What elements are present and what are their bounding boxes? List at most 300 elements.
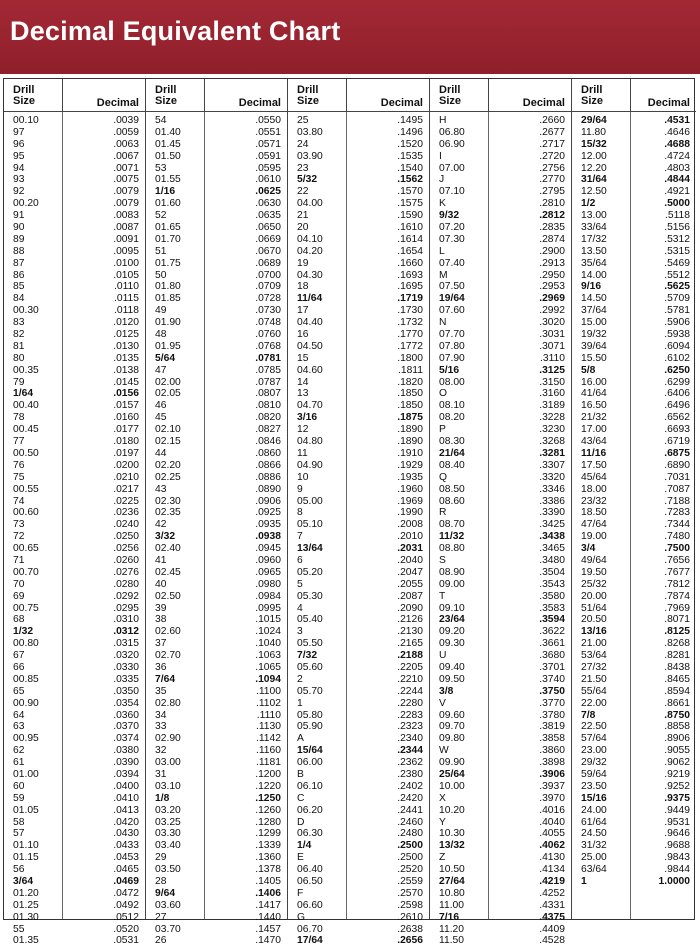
table-row bbox=[288, 852, 429, 864]
decimal-cell: .1417 bbox=[255, 899, 281, 911]
table-row bbox=[146, 127, 287, 139]
drill-size-cell: 95 bbox=[13, 150, 25, 162]
drill-size-cell: 05.00 bbox=[297, 495, 323, 507]
decimal-cell: .0063 bbox=[113, 138, 139, 150]
decimal-cell: .3390 bbox=[539, 507, 565, 519]
decimal-cell: .0531 bbox=[113, 935, 139, 947]
drill-size-cell: 11.80 bbox=[581, 126, 607, 138]
decimal-cell: .6890 bbox=[664, 459, 690, 471]
decimal-cell: .1160 bbox=[255, 745, 281, 757]
table-row bbox=[430, 888, 571, 900]
drill-size-cell: 12.00 bbox=[581, 150, 607, 162]
page-title: Decimal Equivalent Chart bbox=[10, 16, 341, 46]
drill-size-cell: 08.50 bbox=[439, 483, 465, 495]
drill-size-cell: 02.05 bbox=[155, 388, 181, 400]
decimal-cell: .1910 bbox=[397, 447, 423, 459]
drill-size-cell: 48 bbox=[155, 329, 167, 341]
table-row bbox=[572, 662, 696, 674]
table-row bbox=[572, 864, 696, 876]
drill-size-cell: 16 bbox=[297, 329, 309, 341]
drill-size-cell: 00.80 bbox=[13, 638, 39, 650]
table-row bbox=[288, 484, 429, 496]
drill-size-cell: 63 bbox=[13, 721, 25, 733]
table-row bbox=[430, 543, 571, 555]
decimal-cell: .1575 bbox=[397, 198, 423, 210]
table-row bbox=[572, 721, 696, 733]
table-row bbox=[4, 436, 145, 448]
decimal-cell: .7188 bbox=[664, 495, 690, 507]
decimal-cell: .4803 bbox=[664, 162, 690, 174]
drill-size-cell: 40 bbox=[155, 578, 167, 590]
table-row bbox=[4, 603, 145, 615]
table-row bbox=[4, 745, 145, 757]
decimal-cell: .9646 bbox=[664, 828, 690, 840]
table-row bbox=[4, 805, 145, 817]
table-row bbox=[288, 650, 429, 662]
decimal-cell: .3386 bbox=[539, 495, 565, 507]
drill-size-cell: 18.00 bbox=[581, 483, 607, 495]
drill-size-cell: 01.75 bbox=[155, 257, 181, 269]
decimal-cell: .8438 bbox=[664, 661, 690, 673]
table-row bbox=[146, 496, 287, 508]
drill-size-cell: 00.55 bbox=[13, 483, 39, 495]
drill-size-cell: B bbox=[297, 768, 304, 780]
table-row bbox=[572, 757, 696, 769]
table-row bbox=[572, 472, 696, 484]
decimal-cell: .1969 bbox=[397, 495, 423, 507]
drill-size-cell: 93 bbox=[13, 174, 25, 186]
drill-size-cell: 00.65 bbox=[13, 543, 39, 555]
drill-size-cell: 67 bbox=[13, 650, 25, 662]
drill-size-cell: 08.10 bbox=[439, 400, 465, 412]
table-row bbox=[288, 710, 429, 722]
table-row bbox=[288, 626, 429, 638]
table-row bbox=[288, 781, 429, 793]
drill-size-cell: 02.80 bbox=[155, 697, 181, 709]
drill-size-cell: M bbox=[439, 269, 448, 281]
decimal-cell: .1540 bbox=[397, 162, 423, 174]
table-row bbox=[146, 852, 287, 864]
table-row bbox=[4, 258, 145, 270]
table-row bbox=[4, 127, 145, 139]
drill-size-cell: 00.45 bbox=[13, 424, 39, 436]
drill-size-cell: 03.60 bbox=[155, 899, 181, 911]
decimal-cell: .0935 bbox=[255, 519, 281, 531]
decimal-cell: .1693 bbox=[397, 269, 423, 281]
table-row bbox=[4, 840, 145, 852]
table-row bbox=[572, 710, 696, 722]
table-row bbox=[4, 388, 145, 400]
drill-size-cell: 07.80 bbox=[439, 340, 465, 352]
table-row bbox=[430, 769, 571, 781]
table-row bbox=[4, 519, 145, 531]
decimal-cell: .1063 bbox=[255, 650, 281, 662]
decimal-cell: .2900 bbox=[539, 245, 565, 257]
decimal-cell: .0827 bbox=[255, 424, 281, 436]
table-row bbox=[146, 840, 287, 852]
decimal-cell: .0120 bbox=[113, 317, 139, 329]
table-row bbox=[146, 448, 287, 460]
drill-size-header: Drill Size bbox=[439, 84, 462, 107]
table-row bbox=[4, 543, 145, 555]
decimal-cell: .3150 bbox=[539, 376, 565, 388]
table-row bbox=[430, 733, 571, 745]
drill-size-cell: 41 bbox=[155, 554, 167, 566]
table-row bbox=[572, 591, 696, 603]
table-row bbox=[4, 139, 145, 151]
table-row bbox=[4, 246, 145, 258]
decimal-cell: .3504 bbox=[539, 566, 565, 578]
table-row bbox=[430, 686, 571, 698]
decimal-cell: .1719 bbox=[397, 293, 423, 305]
table-row bbox=[572, 805, 696, 817]
decimal-cell: .2656 bbox=[397, 935, 423, 947]
decimal-cell: .3580 bbox=[539, 590, 565, 602]
drill-size-cell: 04.40 bbox=[297, 317, 323, 329]
table-row bbox=[146, 721, 287, 733]
drill-size-cell: 86 bbox=[13, 269, 25, 281]
drill-size-cell: 1/64 bbox=[13, 388, 34, 400]
drill-size-cell: 96 bbox=[13, 138, 25, 150]
decimal-cell: .2244 bbox=[397, 685, 423, 697]
decimal-cell: .0115 bbox=[113, 293, 139, 305]
decimal-cell: .3661 bbox=[539, 638, 565, 650]
table-row bbox=[288, 210, 429, 222]
drill-size-cell: 00.10 bbox=[13, 115, 39, 126]
decimal-cell: .1280 bbox=[255, 816, 281, 828]
table-row bbox=[4, 793, 145, 805]
decimal-cell: .5156 bbox=[664, 222, 690, 234]
decimal-cell: .0810 bbox=[255, 400, 281, 412]
decimal-cell: .2460 bbox=[397, 816, 423, 828]
table-row bbox=[572, 329, 696, 341]
table-row bbox=[4, 900, 145, 912]
drill-size-cell: 1/4 bbox=[297, 840, 312, 852]
drill-size-cell: 05.10 bbox=[297, 519, 323, 531]
drill-size-cell: 31 bbox=[155, 768, 167, 780]
drill-size-cell: 11.00 bbox=[439, 899, 465, 911]
drill-size-cell: 28 bbox=[155, 876, 167, 887]
table-row bbox=[146, 531, 287, 543]
decimal-cell: .0039 bbox=[113, 115, 139, 126]
table-row bbox=[4, 210, 145, 222]
decimal-cell: .4331 bbox=[539, 899, 565, 911]
table-row bbox=[288, 151, 429, 163]
drill-size-cell: 17 bbox=[297, 305, 309, 317]
decimal-cell: .2570 bbox=[397, 887, 423, 899]
table-row bbox=[146, 805, 287, 817]
drill-size-cell: 57/64 bbox=[581, 733, 607, 745]
decimal-cell: .0512 bbox=[113, 911, 139, 923]
drill-size-cell: 5/32 bbox=[297, 174, 318, 186]
decimal-cell: .0310 bbox=[113, 614, 139, 626]
table-row bbox=[288, 579, 429, 591]
table-row bbox=[288, 163, 429, 175]
decimal-cell: .1770 bbox=[397, 329, 423, 341]
decimal-cell: .0354 bbox=[113, 697, 139, 709]
table-row bbox=[572, 448, 696, 460]
drill-size-cell: 82 bbox=[13, 329, 25, 341]
table-row bbox=[288, 614, 429, 626]
decimal-cell: .1405 bbox=[255, 876, 281, 887]
decimal-cell: .0787 bbox=[255, 376, 281, 388]
drill-size-cell: 06.50 bbox=[297, 876, 323, 887]
column-group-4 bbox=[430, 79, 572, 947]
decimal-cell: .6719 bbox=[664, 436, 690, 448]
drill-size-cell: 13.50 bbox=[581, 245, 607, 257]
drill-size-cell: 17.50 bbox=[581, 459, 607, 471]
drill-size-header: Drill Size bbox=[581, 84, 604, 107]
decimal-cell: .2913 bbox=[539, 257, 565, 269]
drill-size-cell: R bbox=[439, 507, 447, 519]
decimal-cell: .0785 bbox=[255, 364, 281, 376]
drill-size-cell: 09.10 bbox=[439, 602, 465, 614]
table-row bbox=[4, 412, 145, 424]
decimal-cell: .1250 bbox=[255, 792, 281, 804]
drill-size-cell: I bbox=[439, 150, 442, 162]
table-row bbox=[4, 614, 145, 626]
decimal-cell: .0217 bbox=[113, 483, 139, 495]
table-row bbox=[572, 151, 696, 163]
drill-size-cell: E bbox=[297, 852, 304, 864]
drill-size-cell: 9 bbox=[297, 483, 303, 495]
decimal-cell: .1610 bbox=[397, 222, 423, 234]
table-row bbox=[146, 662, 287, 674]
decimal-cell: .9688 bbox=[664, 840, 690, 852]
drill-size-cell: 10 bbox=[297, 471, 309, 483]
drill-size-cell: 22.50 bbox=[581, 721, 607, 733]
table-row bbox=[4, 924, 145, 936]
table-row bbox=[4, 424, 145, 436]
decimal-cell: .0469 bbox=[113, 876, 139, 887]
decimal-cell: .4844 bbox=[664, 174, 690, 186]
decimal-cell: .1260 bbox=[255, 804, 281, 816]
decimal-cell: .4409 bbox=[539, 923, 565, 935]
drill-size-cell: 54 bbox=[155, 115, 167, 126]
table-row bbox=[572, 424, 696, 436]
decimal-cell: .2031 bbox=[397, 543, 423, 555]
table-row bbox=[4, 769, 145, 781]
table-row bbox=[288, 555, 429, 567]
decimal-cell: .0177 bbox=[113, 424, 139, 436]
table-row bbox=[430, 127, 571, 139]
decimal-cell: .0925 bbox=[255, 507, 281, 519]
drill-size-cell: 33 bbox=[155, 721, 167, 733]
drill-size-cell: 31/32 bbox=[581, 840, 607, 852]
table-row bbox=[572, 876, 696, 888]
drill-size-cell: 22.00 bbox=[581, 697, 607, 709]
drill-size-cell: 53/64 bbox=[581, 650, 607, 662]
table-row bbox=[288, 400, 429, 412]
column-group-2 bbox=[146, 79, 288, 947]
table-row bbox=[430, 745, 571, 757]
decimal-cell: .0200 bbox=[113, 459, 139, 471]
decimal-cell: .9843 bbox=[664, 852, 690, 864]
drill-size-cell: 1/8 bbox=[155, 792, 170, 804]
decimal-cell: .1130 bbox=[255, 721, 281, 733]
table-row bbox=[430, 828, 571, 840]
decimal-cell: .0105 bbox=[113, 269, 139, 281]
table-row bbox=[288, 733, 429, 745]
drill-size-cell: 03.00 bbox=[155, 757, 181, 769]
decimal-cell: .0138 bbox=[113, 364, 139, 376]
table-row bbox=[146, 151, 287, 163]
table-row bbox=[430, 817, 571, 829]
decimal-cell: .1378 bbox=[255, 864, 281, 876]
drill-size-cell: P bbox=[439, 424, 446, 436]
table-row bbox=[288, 115, 429, 127]
decimal-cell: .0781 bbox=[255, 352, 281, 364]
table-row bbox=[146, 888, 287, 900]
decimal-cell: .0700 bbox=[255, 269, 281, 281]
drill-size-cell: 84 bbox=[13, 293, 25, 305]
decimal-cell: .7677 bbox=[664, 566, 690, 578]
drill-size-cell: 57 bbox=[13, 828, 25, 840]
table-row bbox=[430, 186, 571, 198]
decimal-header: Decimal bbox=[96, 97, 139, 109]
table-row bbox=[430, 638, 571, 650]
decimal-cell: .2090 bbox=[397, 602, 423, 614]
table-row bbox=[572, 674, 696, 686]
decimal-cell: .0160 bbox=[113, 412, 139, 424]
table-row bbox=[4, 650, 145, 662]
decimal-cell: .0938 bbox=[255, 531, 281, 543]
table-row bbox=[572, 733, 696, 745]
decimal-cell: .0250 bbox=[113, 531, 139, 543]
table-row bbox=[430, 436, 571, 448]
decimal-cell: .1614 bbox=[397, 233, 423, 245]
decimal-cell: .1520 bbox=[397, 138, 423, 150]
decimal-cell: .0350 bbox=[113, 685, 139, 697]
table-row bbox=[430, 840, 571, 852]
decimal-cell: .7500 bbox=[664, 543, 690, 555]
drill-size-cell: 18.50 bbox=[581, 507, 607, 519]
drill-size-cell: 33/64 bbox=[581, 222, 607, 234]
table-row bbox=[146, 828, 287, 840]
decimal-cell: .0965 bbox=[255, 566, 281, 578]
drill-size-cell: 17/32 bbox=[581, 233, 607, 245]
drill-size-cell: 49/64 bbox=[581, 554, 607, 566]
drill-size-cell: 00.85 bbox=[13, 673, 39, 685]
decimal-cell: .4531 bbox=[664, 115, 690, 126]
decimal-cell: .0960 bbox=[255, 554, 281, 566]
decimal-cell: .0430 bbox=[113, 828, 139, 840]
decimal-cell: .3125 bbox=[539, 364, 565, 376]
drill-size-cell: 00.70 bbox=[13, 566, 39, 578]
table-row bbox=[572, 317, 696, 329]
drill-size-cell: 10.20 bbox=[439, 804, 465, 816]
drill-size-cell: 41/64 bbox=[581, 388, 607, 400]
table-row bbox=[146, 377, 287, 389]
decimal-cell: .0110 bbox=[113, 281, 139, 293]
decimal-cell: .1890 bbox=[397, 424, 423, 436]
table-row bbox=[572, 686, 696, 698]
decimal-cell: 1.0000 bbox=[658, 876, 690, 887]
decimal-cell: .2770 bbox=[539, 174, 565, 186]
table-row bbox=[4, 270, 145, 282]
table-row bbox=[4, 353, 145, 365]
drill-size-cell: 43 bbox=[155, 483, 167, 495]
decimal-cell: .0095 bbox=[113, 245, 139, 257]
drill-size-cell: 12.50 bbox=[581, 186, 607, 198]
decimal-cell: .0591 bbox=[255, 150, 281, 162]
drill-size-cell: A bbox=[297, 733, 304, 745]
rows bbox=[572, 115, 696, 888]
table-row bbox=[4, 329, 145, 341]
decimal-cell: .6875 bbox=[664, 447, 690, 459]
table-row bbox=[430, 710, 571, 722]
drill-size-cell: 09.80 bbox=[439, 733, 465, 745]
decimal-cell: .1535 bbox=[397, 150, 423, 162]
decimal-cell: .1800 bbox=[397, 352, 423, 364]
drill-size-cell: 65 bbox=[13, 685, 25, 697]
decimal-cell: .3543 bbox=[539, 578, 565, 590]
drill-size-cell: 55/64 bbox=[581, 685, 607, 697]
decimal-cell: .4062 bbox=[539, 840, 565, 852]
decimal-header: Decimal bbox=[522, 97, 565, 109]
drill-size-cell: 00.60 bbox=[13, 507, 39, 519]
drill-size-cell: 21 bbox=[297, 210, 309, 222]
table-row bbox=[572, 531, 696, 543]
table-row bbox=[288, 198, 429, 210]
drill-size-cell: 50 bbox=[155, 269, 167, 281]
decimal-cell: .3480 bbox=[539, 554, 565, 566]
table-row bbox=[146, 270, 287, 282]
drill-size-cell: 25 bbox=[297, 115, 309, 126]
drill-size-cell: 02.50 bbox=[155, 590, 181, 602]
table-row bbox=[4, 281, 145, 293]
decimal-cell: .0453 bbox=[113, 852, 139, 864]
decimal-cell: .0079 bbox=[113, 186, 139, 198]
decimal-cell: .3780 bbox=[539, 709, 565, 721]
decimal-cell: .0370 bbox=[113, 721, 139, 733]
drill-size-cell: 27/64 bbox=[439, 876, 465, 887]
table-row bbox=[4, 317, 145, 329]
decimal-cell: .0075 bbox=[113, 174, 139, 186]
drill-size-header: Drill Size bbox=[13, 84, 36, 107]
table-row bbox=[4, 163, 145, 175]
decimal-cell: .1065 bbox=[255, 661, 281, 673]
table-row bbox=[430, 115, 571, 127]
decimal-cell: .2280 bbox=[397, 697, 423, 709]
decimal-cell: .2165 bbox=[397, 638, 423, 650]
decimal-cell: .0846 bbox=[255, 436, 281, 448]
drill-size-cell: 59/64 bbox=[581, 768, 607, 780]
drill-size-cell: 02.30 bbox=[155, 495, 181, 507]
drill-size-cell: 62 bbox=[13, 745, 25, 757]
drill-size-cell: 23/64 bbox=[439, 614, 465, 626]
drill-size-cell: Y bbox=[439, 816, 446, 828]
decimal-cell: .0145 bbox=[113, 376, 139, 388]
decimal-cell: .3740 bbox=[539, 673, 565, 685]
table-row bbox=[430, 626, 571, 638]
decimal-cell: .1100 bbox=[255, 685, 281, 697]
table-row bbox=[288, 840, 429, 852]
table-row bbox=[430, 210, 571, 222]
drill-size-cell: 3 bbox=[297, 626, 303, 638]
drill-size-cell: 2 bbox=[297, 673, 303, 685]
table-row bbox=[146, 317, 287, 329]
decimal-cell: .3819 bbox=[539, 721, 565, 733]
table-row bbox=[430, 674, 571, 686]
drill-size-cell: 11/32 bbox=[439, 531, 465, 543]
table-row bbox=[4, 305, 145, 317]
drill-size-cell: 39 bbox=[155, 602, 167, 614]
drill-size-cell: 51/64 bbox=[581, 602, 607, 614]
table-row bbox=[4, 828, 145, 840]
drill-size-cell: 87 bbox=[13, 257, 25, 269]
table-row bbox=[288, 377, 429, 389]
